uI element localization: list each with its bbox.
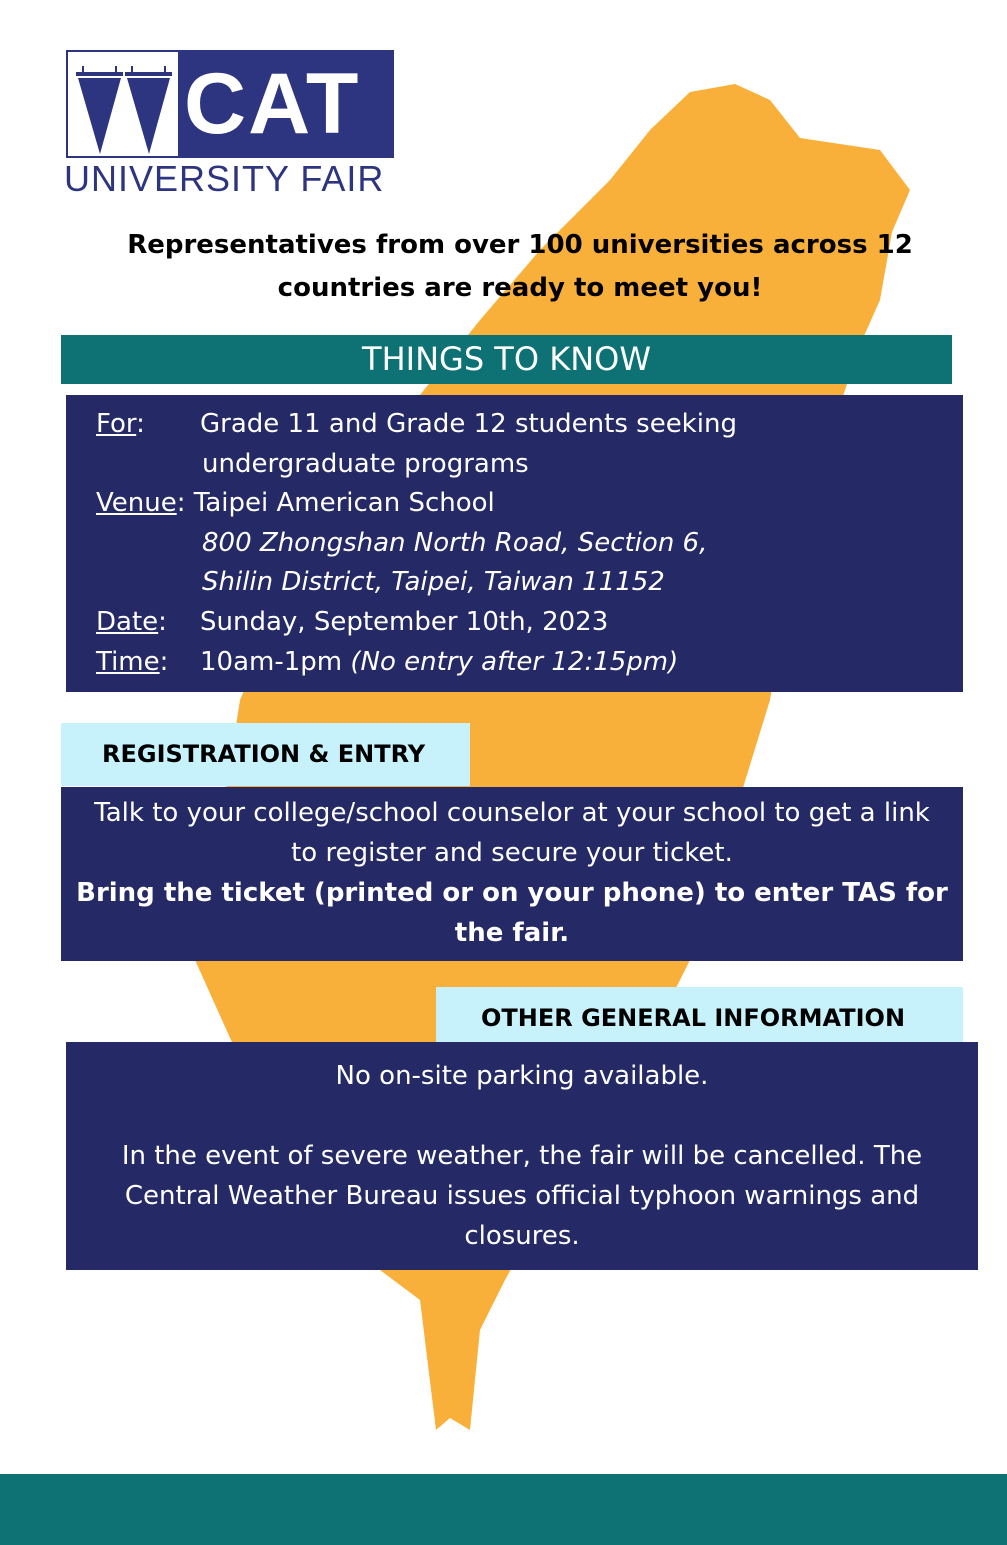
registration-heading: REGISTRATION & ENTRY: [61, 723, 470, 786]
logo: [66, 50, 394, 158]
registration-box: [61, 787, 963, 961]
footer-bar: [0, 1474, 1007, 1545]
date-value: Sunday, September 10th, 2023: [200, 607, 609, 637]
venue-label: Venue: [96, 488, 177, 518]
time-row: Time: 10am-1pm (No entry after 12:15pm): [96, 647, 679, 677]
logo-subtitle: UNIVERSITY FAIR: [64, 158, 385, 199]
other-info-heading: OTHER GENERAL INFORMATION: [436, 987, 963, 1042]
things-to-know-heading: THINGS TO KNOW: [61, 335, 952, 384]
for-value-2: undergraduate programs: [202, 449, 529, 479]
logo-title: CAT: [178, 52, 392, 156]
for-label: For: [96, 409, 137, 439]
things-to-know-box: [66, 395, 963, 692]
for-value: Grade 11 and Grade 12 students seeking: [200, 409, 737, 439]
venue-row: Venue: Taipei American School: [96, 488, 495, 518]
parking-text: No on-site parking available.: [335, 1061, 709, 1091]
registration-bold-text: Bring the ticket (printed or on your phone) to enter TAS for the fair.: [76, 878, 948, 948]
pennant-icon: [68, 52, 178, 156]
registration-text: Talk to your college/school counselor at your school to get a link to register and secure your ticket.: [94, 798, 930, 868]
time-value: 10am-1pm: [200, 647, 343, 677]
for-row: For: Grade 11 and Grade 12 students seeking: [96, 405, 145, 445]
time-note: (No entry after 12:15pm): [350, 647, 679, 677]
date-row: Date: Sunday, September 10th, 2023: [96, 603, 167, 643]
venue-address-1: 800 Zhongshan North Road, Section 6,: [202, 528, 708, 558]
date-label: Date: [96, 607, 159, 637]
time-label: Time: [96, 647, 160, 677]
venue-value: Taipei American School: [193, 488, 495, 518]
other-info-box: [66, 1042, 978, 1270]
venue-address-2: Shilin District, Taipei, Taiwan 11152: [202, 567, 665, 597]
weather-text: In the event of severe weather, the fair will be cancelled. The Central Weather Bureau issues official typhoon warnings and closures.: [121, 1141, 923, 1251]
intro-text: Representatives from over 100 universities across 12 countries are ready to meet you!: [127, 230, 913, 303]
